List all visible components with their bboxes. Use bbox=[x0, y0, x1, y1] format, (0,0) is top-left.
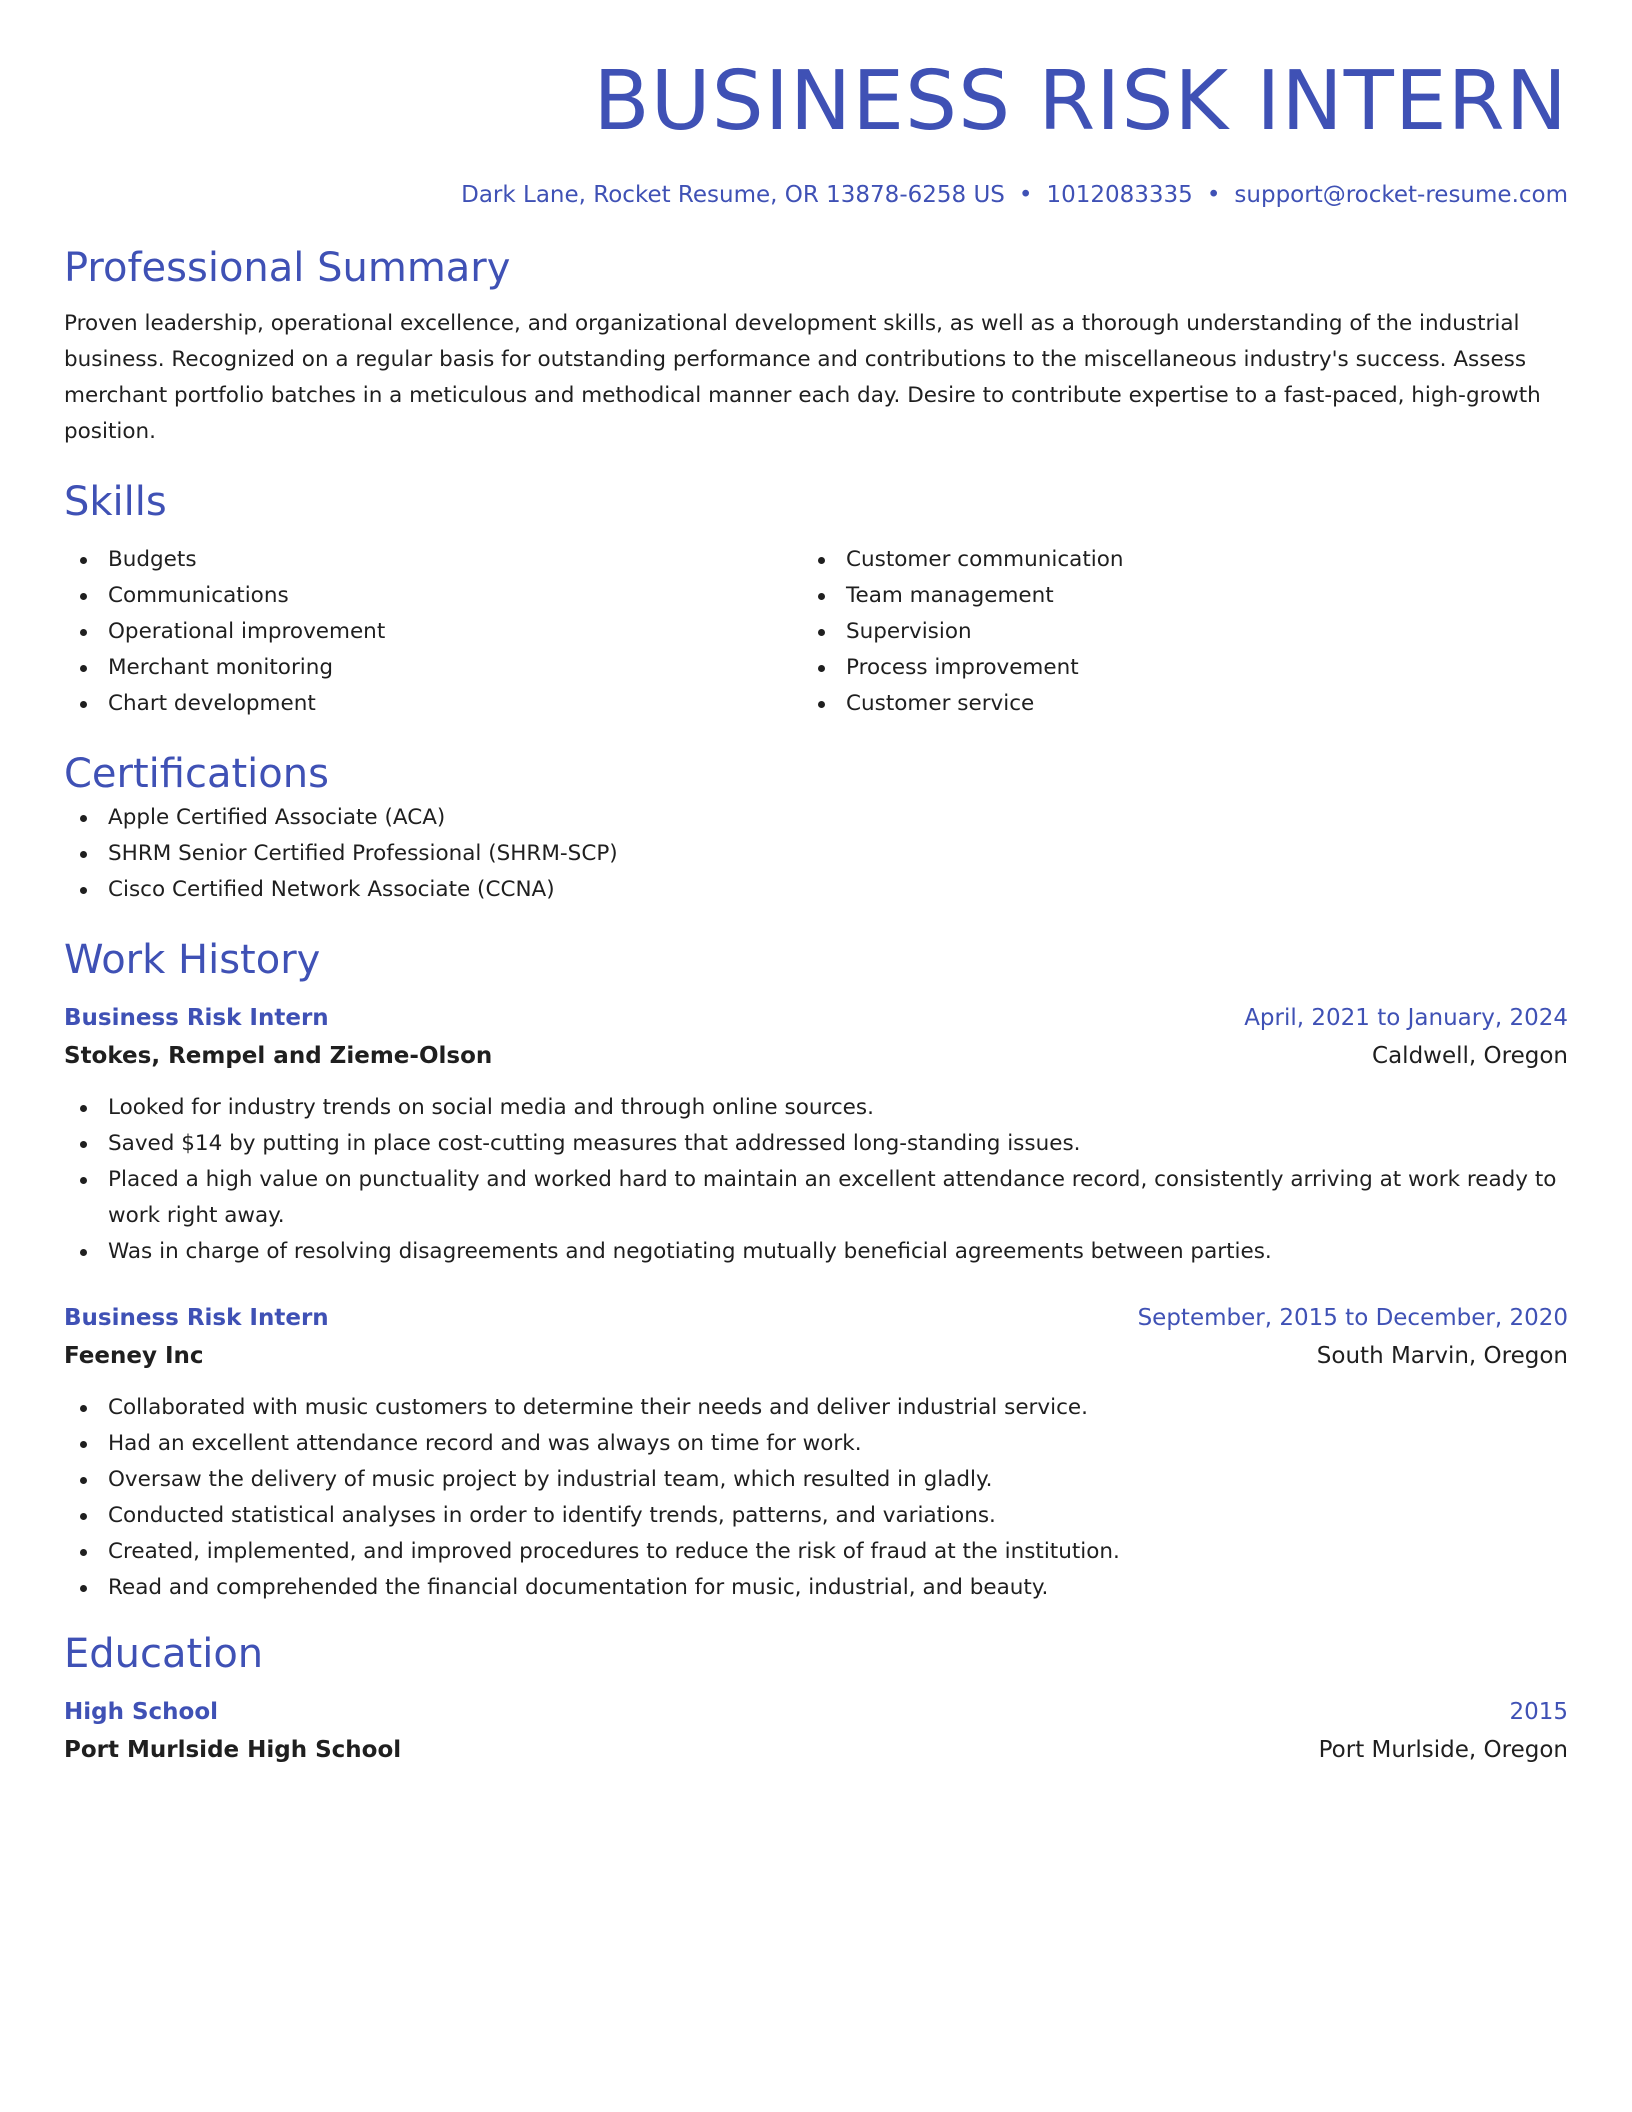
skill-item: Communications bbox=[64, 578, 802, 614]
education-subheader bbox=[64, 1732, 1568, 1768]
job-entry bbox=[64, 1000, 1568, 1270]
skills-heading: Skills bbox=[64, 479, 167, 525]
skills-column-right bbox=[802, 542, 1554, 722]
skills-grid bbox=[64, 542, 1568, 722]
summary-section bbox=[64, 242, 1568, 450]
certifications-list bbox=[64, 800, 1568, 908]
job-subheader bbox=[64, 1038, 1568, 1074]
work-history-heading: Work History bbox=[64, 937, 321, 983]
certification-item: Cisco Certified Network Associate (CCNA) bbox=[64, 872, 1568, 908]
skills-column-left bbox=[64, 542, 802, 722]
job-duty: Was in charge of resolving disagreements and negotiating mutually beneficial agreements between parties. bbox=[64, 1234, 1568, 1270]
job-duty: Collaborated with music customers to determine their needs and deliver industrial service. bbox=[64, 1390, 1568, 1426]
skill-item: Supervision bbox=[802, 614, 1554, 650]
education-header bbox=[64, 1694, 1568, 1730]
skills-list-right bbox=[802, 542, 1554, 722]
job-company: Feeney Inc bbox=[64, 1343, 204, 1369]
job-location: South Marvin, Oregon bbox=[1316, 1343, 1568, 1369]
job-header bbox=[64, 1300, 1568, 1336]
certification-item: SHRM Senior Certified Professional (SHRM-SCP) bbox=[64, 836, 1568, 872]
resume-header bbox=[64, 52, 1568, 212]
education-location: Port Murlside, Oregon bbox=[1318, 1737, 1568, 1763]
education-school: Port Murlside High School bbox=[64, 1737, 402, 1763]
job-dates: September, 2015 to December, 2020 bbox=[1137, 1305, 1568, 1331]
job-duty: Placed a high value on punctuality and worked hard to maintain an excellent attendance record, consistently arriving at work ready to work right away. bbox=[64, 1162, 1568, 1234]
job-duties-list bbox=[64, 1090, 1568, 1270]
education-section bbox=[64, 1628, 1568, 1768]
contact-phone: 1012083335 bbox=[1046, 182, 1193, 208]
contact-line bbox=[64, 178, 1568, 212]
job-dates: April, 2021 to January, 2024 bbox=[1244, 1005, 1568, 1031]
contact-separator: • bbox=[1206, 182, 1221, 208]
job-duty: Saved $14 by putting in place cost-cutting measures that addressed long-standing issues. bbox=[64, 1126, 1568, 1162]
summary-text: Proven leadership, operational excellence, and organizational development skills, as well as a thorough understanding of the industrial business. Recognized on a regular basis for outstanding performance and contributions to the miscellaneous industry's success. Assess merchant portfolio batches in a meticulous and methodical manner each day. Desire to contribute expertise to a fast-paced, high-growth position. bbox=[64, 311, 1541, 444]
skill-item: Budgets bbox=[64, 542, 802, 578]
job-duties-list bbox=[64, 1390, 1568, 1606]
work-history-section bbox=[64, 934, 1568, 1606]
skill-item: Merchant monitoring bbox=[64, 650, 802, 686]
contact-email[interactable]: support@rocket-resume.com bbox=[1234, 182, 1568, 208]
contact-address: Dark Lane, Rocket Resume, OR 13878-6258 US bbox=[461, 182, 1005, 208]
skill-item: Customer service bbox=[802, 686, 1554, 722]
contact-separator: • bbox=[1018, 182, 1033, 208]
skill-item: Process improvement bbox=[802, 650, 1554, 686]
skill-item: Operational improvement bbox=[64, 614, 802, 650]
job-duty: Created, implemented, and improved procedures to reduce the risk of fraud at the institution. bbox=[64, 1534, 1568, 1570]
job-duty: Read and comprehended the financial documentation for music, industrial, and beauty. bbox=[64, 1570, 1568, 1606]
job-duty: Had an excellent attendance record and was always on time for work. bbox=[64, 1426, 1568, 1462]
skill-item: Customer communication bbox=[802, 542, 1554, 578]
education-year: 2015 bbox=[1509, 1699, 1568, 1725]
job-company: Stokes, Rempel and Zieme-Olson bbox=[64, 1043, 493, 1069]
skill-item: Chart development bbox=[64, 686, 802, 722]
education-entry bbox=[64, 1694, 1568, 1768]
job-location: Caldwell, Oregon bbox=[1372, 1043, 1568, 1069]
skill-item: Team management bbox=[802, 578, 1554, 614]
job-duty: Oversaw the delivery of music project by industrial team, which resulted in gladly. bbox=[64, 1462, 1568, 1498]
summary-heading: Professional Summary bbox=[64, 245, 511, 291]
certification-item: Apple Certified Associate (ACA) bbox=[64, 800, 1568, 836]
job-subheader bbox=[64, 1338, 1568, 1374]
job-title: Business Risk Intern bbox=[64, 1305, 329, 1331]
certifications-heading: Certifications bbox=[64, 751, 329, 797]
certifications-section bbox=[64, 748, 1568, 908]
education-heading: Education bbox=[64, 1631, 264, 1677]
job-duty: Looked for industry trends on social media and through online sources. bbox=[64, 1090, 1568, 1126]
job-entry bbox=[64, 1300, 1568, 1606]
skills-list-left bbox=[64, 542, 802, 722]
skills-section bbox=[64, 476, 1568, 722]
job-header bbox=[64, 1000, 1568, 1036]
candidate-name: BUSINESS RISK INTERN bbox=[593, 54, 1568, 149]
job-duty: Conducted statistical analyses in order to identify trends, patterns, and variations. bbox=[64, 1498, 1568, 1534]
education-degree: High School bbox=[64, 1699, 219, 1725]
job-title: Business Risk Intern bbox=[64, 1005, 329, 1031]
